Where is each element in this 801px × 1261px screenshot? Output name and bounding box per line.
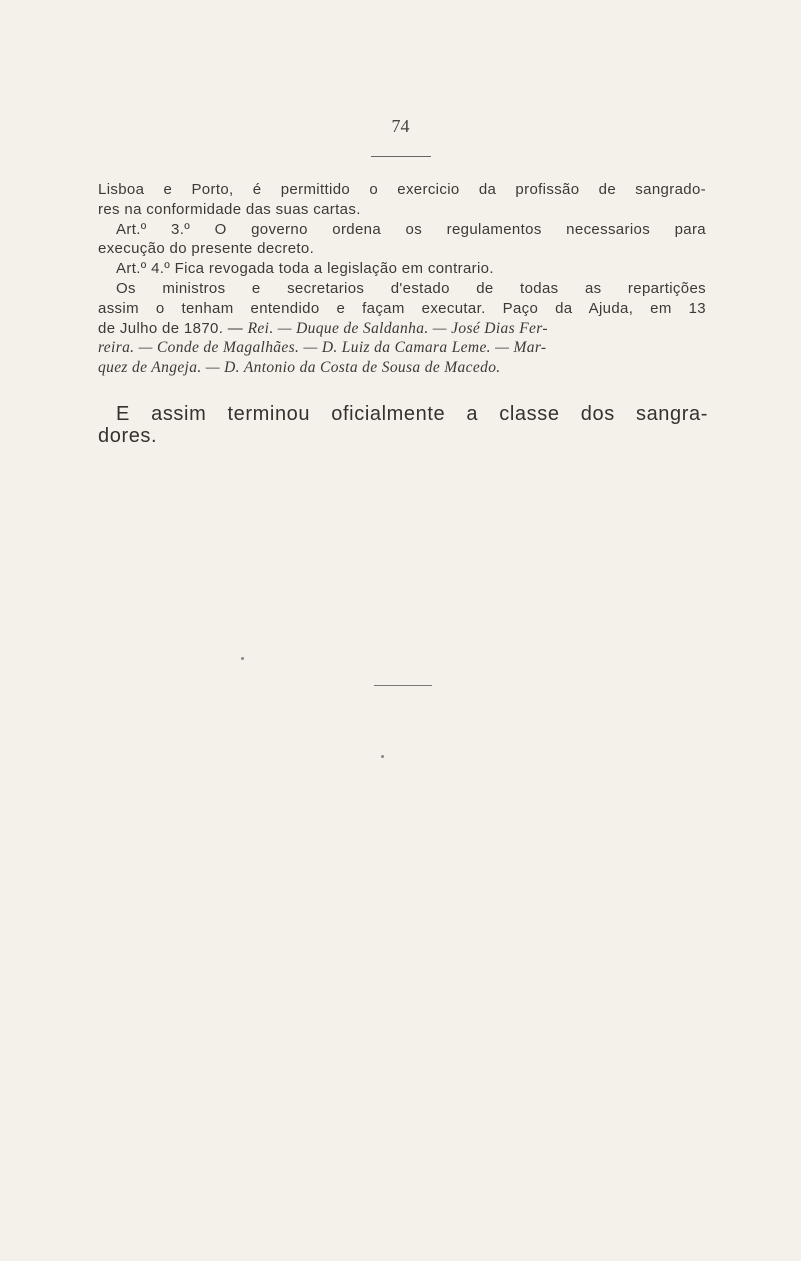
decree-line-signatures — [98, 319, 706, 339]
closing-paragraph — [98, 403, 708, 447]
decree-text — [98, 180, 706, 378]
decree-line: execução do presente decreto. — [98, 240, 315, 258]
signatures-text: Rei. — Duque de Saldanha. — José Dias Fer- — [247, 319, 548, 337]
signatures-line: reira. — Conde de Magalhães. — D. Luiz da Camara Leme. — Mar- — [98, 339, 547, 357]
closing-line: E assim terminou oficialmente a classe dos sangra- — [116, 403, 708, 425]
section-divider — [374, 685, 432, 686]
decree-date-text: de Julho de 1870. — — [98, 319, 248, 337]
decree-line: Os ministros e secretarios d'estado de todas as repartições — [116, 279, 706, 297]
page-number: 74 — [391, 116, 410, 136]
decree-line: res na conformidade das suas cartas. — [98, 200, 361, 218]
decree-line: Art.º 4.º Fica revogada toda a legislação em contrario. — [116, 260, 494, 278]
header-rule — [371, 156, 431, 157]
decree-line: Art.º 3.º O governo ordena os regulamentos necessarios para — [116, 220, 706, 238]
closing-line: dores. — [98, 425, 158, 447]
ink-speck — [241, 657, 244, 660]
decree-line: Lisboa e Porto, é permittido o exercicio da profissão de sangrado- — [98, 181, 706, 198]
signatures-line: quez de Angeja. — D. Antonio da Costa de Sousa de Macedo. — [98, 359, 501, 377]
decree-line: assim o tenham entendido e façam executar. Paço da Ajuda, em 13 — [98, 299, 706, 317]
ink-speck — [381, 755, 384, 758]
